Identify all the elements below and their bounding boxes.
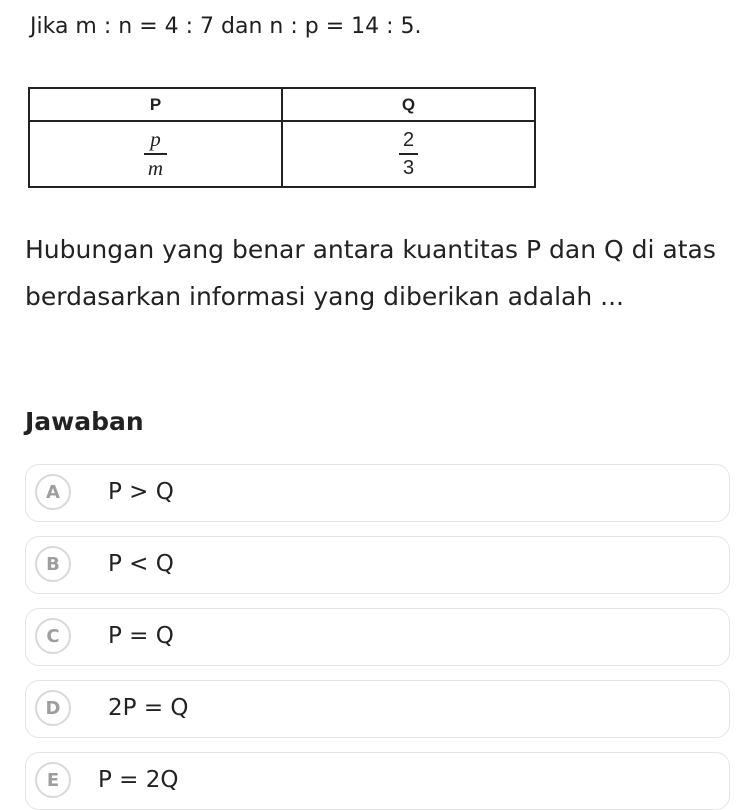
fraction-p-over-m: [144, 129, 167, 179]
option-letter-badge: C: [35, 618, 71, 654]
answer-option-a[interactable]: [25, 464, 730, 522]
answer-section-title: Jawaban: [25, 407, 144, 436]
fraction-numerator: 2: [402, 129, 415, 151]
option-text: 2P = Q: [108, 695, 189, 721]
table-row: [29, 121, 535, 187]
option-text: P > Q: [108, 479, 174, 505]
option-text: P < Q: [108, 551, 174, 577]
option-letter-badge: D: [35, 690, 71, 726]
answer-option-b[interactable]: [25, 536, 730, 594]
fraction-bar: [144, 153, 167, 155]
fraction-denominator: m: [147, 156, 164, 180]
answer-option-c[interactable]: [25, 608, 730, 666]
option-letter-badge: E: [35, 762, 71, 798]
question-text: Hubungan yang benar antara kuantitas P dan Q di atas berdasarkan informasi yang diberikan adalah ...: [25, 235, 716, 311]
option-letter-badge: B: [35, 546, 71, 582]
answer-option-e[interactable]: [25, 752, 730, 810]
fraction-denominator: 3: [402, 157, 415, 179]
option-text: P = 2Q: [98, 767, 179, 793]
cell-q: [282, 121, 535, 187]
column-header-p: P: [29, 88, 282, 121]
fraction-two-thirds: [399, 130, 418, 178]
quantity-table: [28, 87, 536, 188]
option-letter-badge: A: [35, 474, 71, 510]
problem-statement: Jika m : n = 4 : 7 dan n : p = 14 : 5.: [30, 14, 422, 39]
fraction-bar: [399, 153, 418, 155]
fraction-numerator: p: [150, 127, 161, 151]
table-header-row: [29, 88, 535, 121]
option-text: P = Q: [108, 623, 174, 649]
answer-option-d[interactable]: [25, 680, 730, 738]
column-header-q: Q: [282, 88, 535, 121]
cell-p: [29, 121, 282, 187]
